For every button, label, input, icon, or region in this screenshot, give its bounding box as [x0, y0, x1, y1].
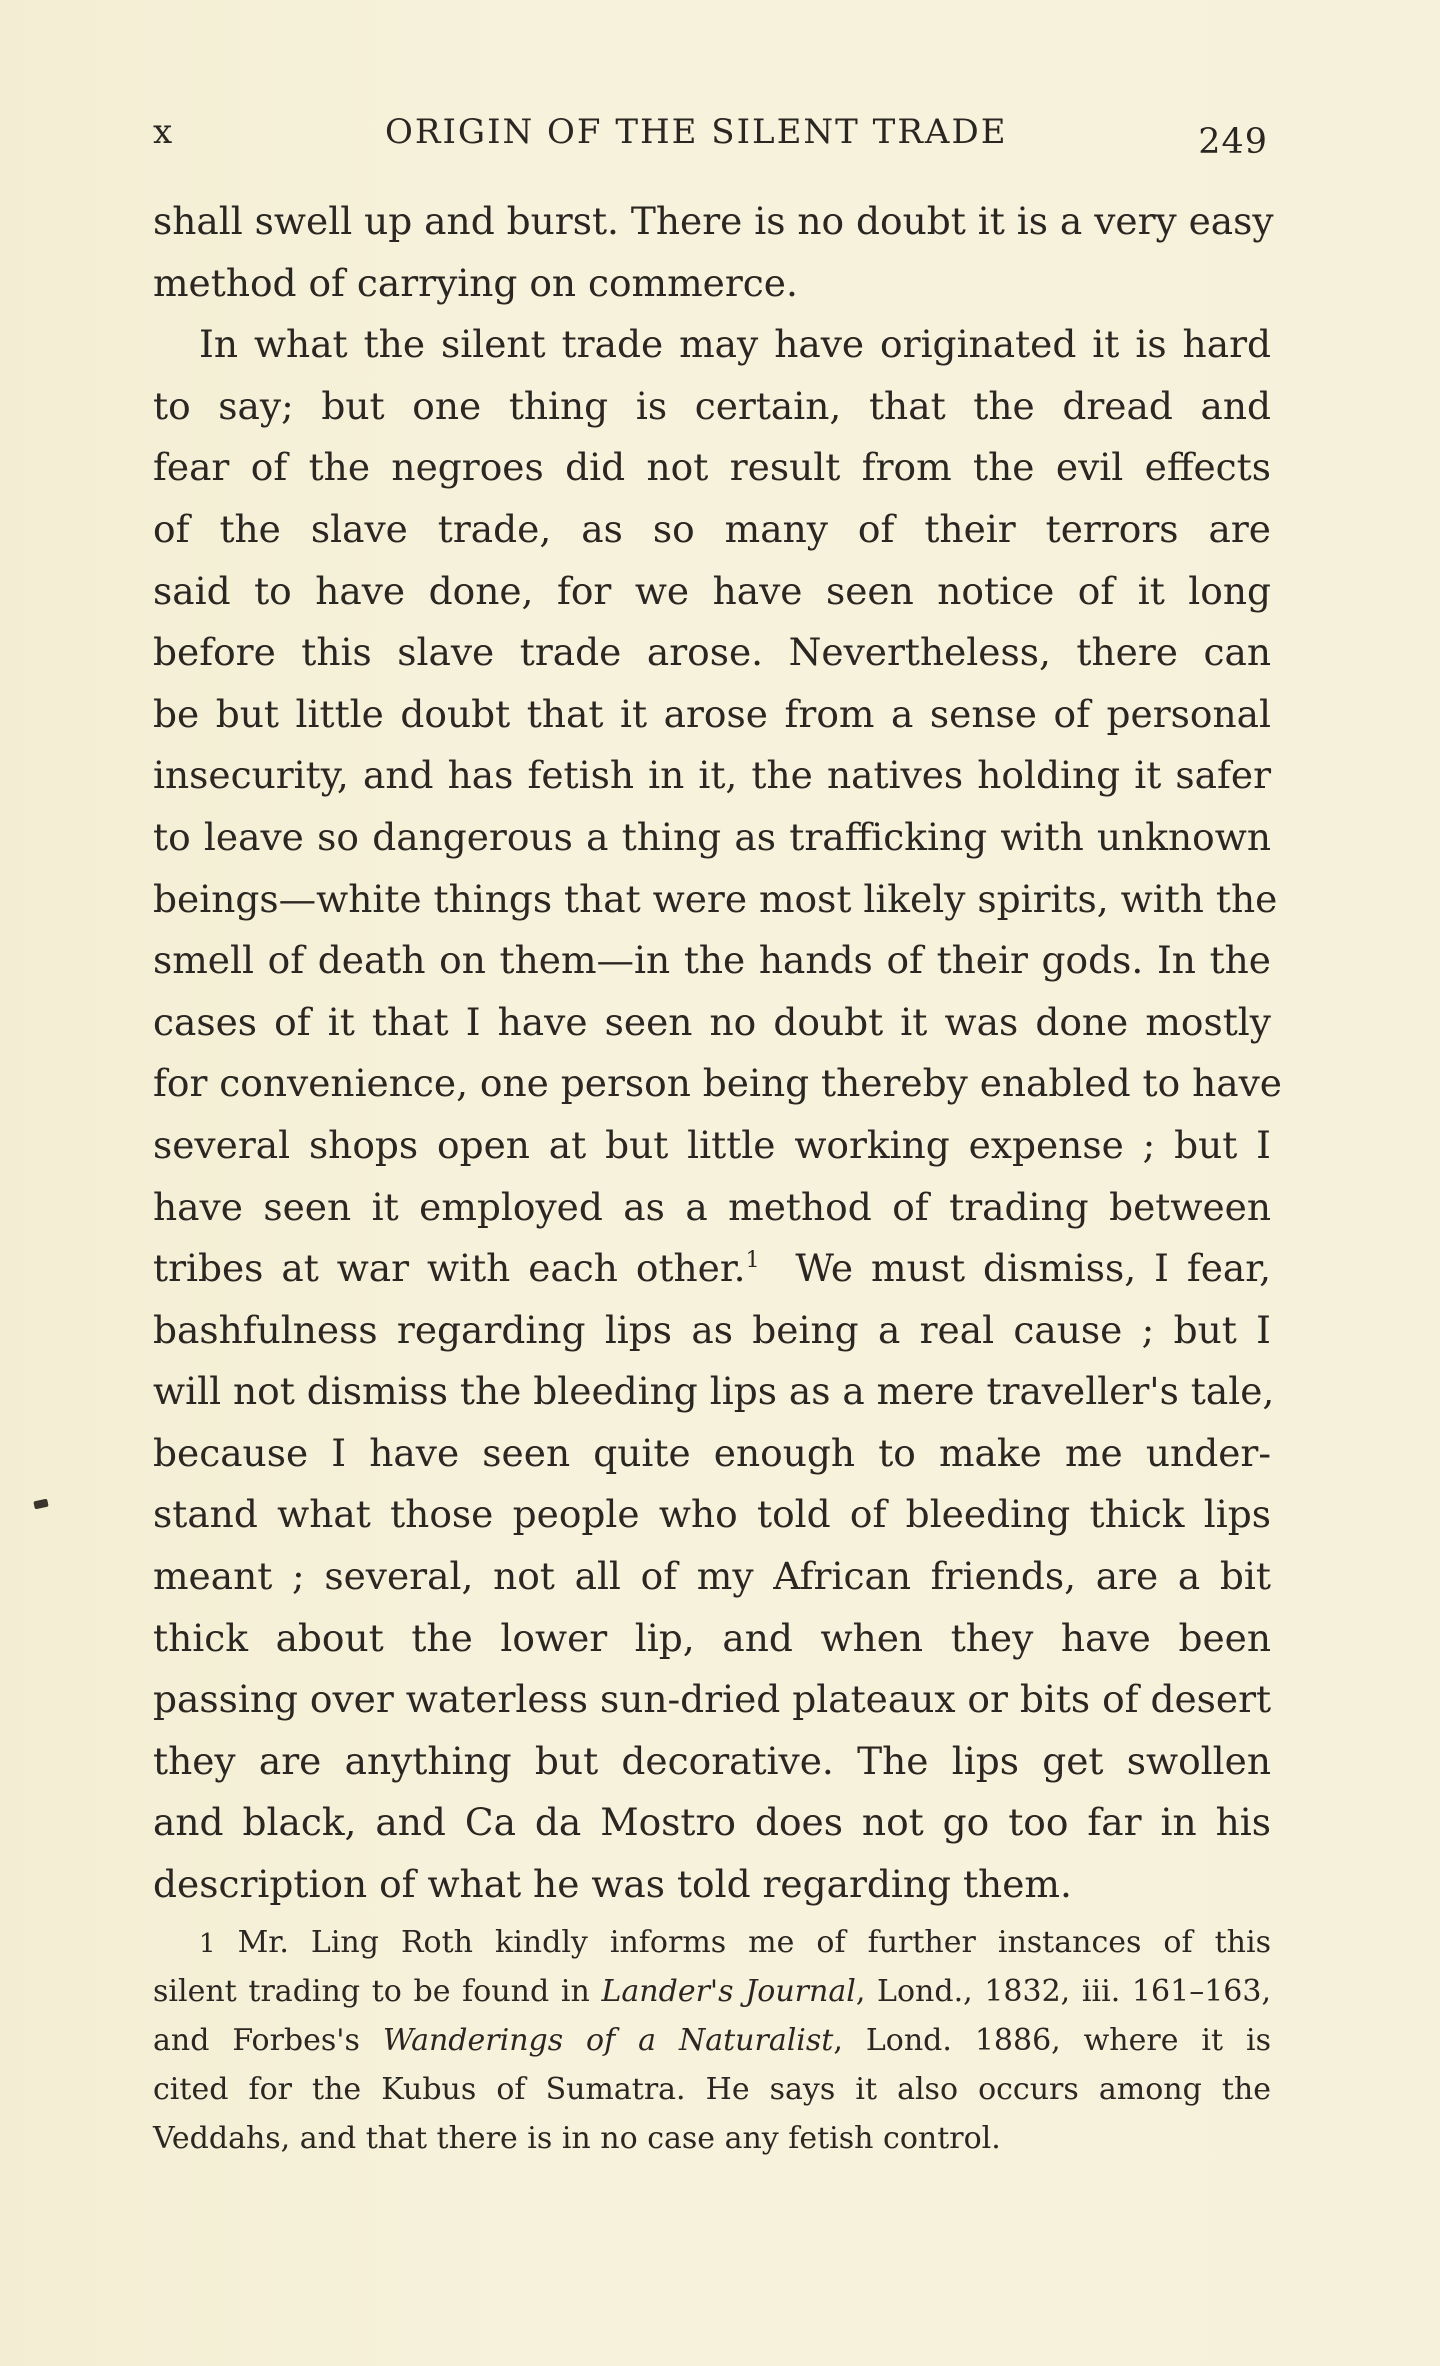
text-line: cases of it that I have seen no doubt it was done mostly — [153, 999, 1271, 1044]
running-title: ORIGIN OF THE SILENT TRADE — [385, 112, 1008, 152]
text-line-with-footnote-ref — [153, 1238, 1271, 1300]
text-line: thick about the lower lip, and when they have been — [153, 1615, 1271, 1660]
text-line: be but little doubt that it arose from a sense of personal — [153, 691, 1271, 736]
text-line: will not dismiss the bleeding lips as a mere traveller's tale, — [153, 1369, 1275, 1414]
margin-ink-mark — [33, 1499, 48, 1510]
footnote-line — [153, 2016, 1271, 2065]
text-line: before this slave trade arose. Nevertheless, there can — [153, 630, 1271, 675]
text-line: insecurity, and has fetish in it, the natives holding it safer — [153, 753, 1271, 798]
text-line: several shops open at but little working expense ; but I — [153, 1122, 1271, 1167]
footnote-text: and Forbes's — [153, 2023, 383, 2058]
text-line: of the slave trade, as so many of their terrors are — [153, 506, 1271, 551]
page-number: 249 — [1198, 122, 1268, 162]
text-line: have seen it employed as a method of trading between — [153, 1184, 1271, 1229]
footnote-line: Veddahs, and that there is in no case any fetish control. — [153, 2121, 1001, 2156]
text-line: because I have seen quite enough to make me under- — [153, 1430, 1271, 1475]
text-line: In what the silent trade may have originated it is hard — [199, 322, 1271, 367]
body-text — [153, 191, 1282, 1916]
text-line: stand what those people who told of bleeding thick lips — [153, 1492, 1271, 1537]
text-line: to say; but one thing is certain, that the dread and — [153, 383, 1271, 428]
footnote-reference[interactable]: 1 — [745, 1248, 760, 1274]
text-line: they are anything but decorative. The lips get swollen — [153, 1738, 1271, 1783]
footnote-text: Mr. Ling Roth kindly informs me of further instances of this — [215, 1925, 1271, 1960]
text-line: bashfulness regarding lips as being a real cause ; but I — [153, 1307, 1271, 1352]
text-line: smell of death on them—in the hands of their gods. In the — [153, 938, 1271, 983]
footnote-text: , Lond. 1886, where it is — [833, 2023, 1271, 2058]
footnote-marker: 1 — [199, 1929, 216, 1959]
text-line: description of what he was told regarding them. — [153, 1862, 1072, 1907]
text-line: method of carrying on commerce. — [153, 260, 798, 305]
footnote — [153, 1918, 1271, 2163]
footnote-text: silent trading to be found in — [153, 1974, 602, 2009]
footnote-text: , Lond., 1832, iii. 161–163, — [855, 1974, 1271, 2009]
text-segment: tribes at war with each other. — [153, 1246, 746, 1291]
text-line: to leave so dangerous a thing as trafficking with unknown — [153, 814, 1271, 859]
text-line: for convenience, one person being thereby enabled to have — [153, 1061, 1282, 1106]
text-line: and black, and Ca da Mostro does not go too far in his — [153, 1800, 1271, 1845]
footnote-line: cited for the Kubus of Sumatra. He says it also occurs among the — [153, 2072, 1271, 2107]
text-line: fear of the negroes did not result from the evil effects — [153, 445, 1271, 490]
text-line: meant ; several, not all of my African friends, are a bit — [153, 1554, 1271, 1599]
text-line: shall swell up and burst. There is no doubt it is a very easy — [153, 199, 1274, 243]
book-title-italic: Wanderings of a Naturalist — [382, 2023, 834, 2058]
text-segment: We must dismiss, I fear, — [759, 1246, 1271, 1291]
text-line: said to have done, for we have seen notice of it long — [153, 568, 1271, 613]
text-line: beings—white things that were most likely spirits, with the — [153, 876, 1278, 921]
footnote-line — [153, 1918, 1271, 1967]
book-title-italic: Lander's Journal — [601, 1974, 856, 2009]
chapter-numeral: x — [153, 112, 175, 152]
running-head — [153, 108, 1268, 162]
text-line: passing over waterless sun-dried plateaux or bits of desert — [153, 1677, 1272, 1722]
footnote-line — [153, 1967, 1271, 2016]
